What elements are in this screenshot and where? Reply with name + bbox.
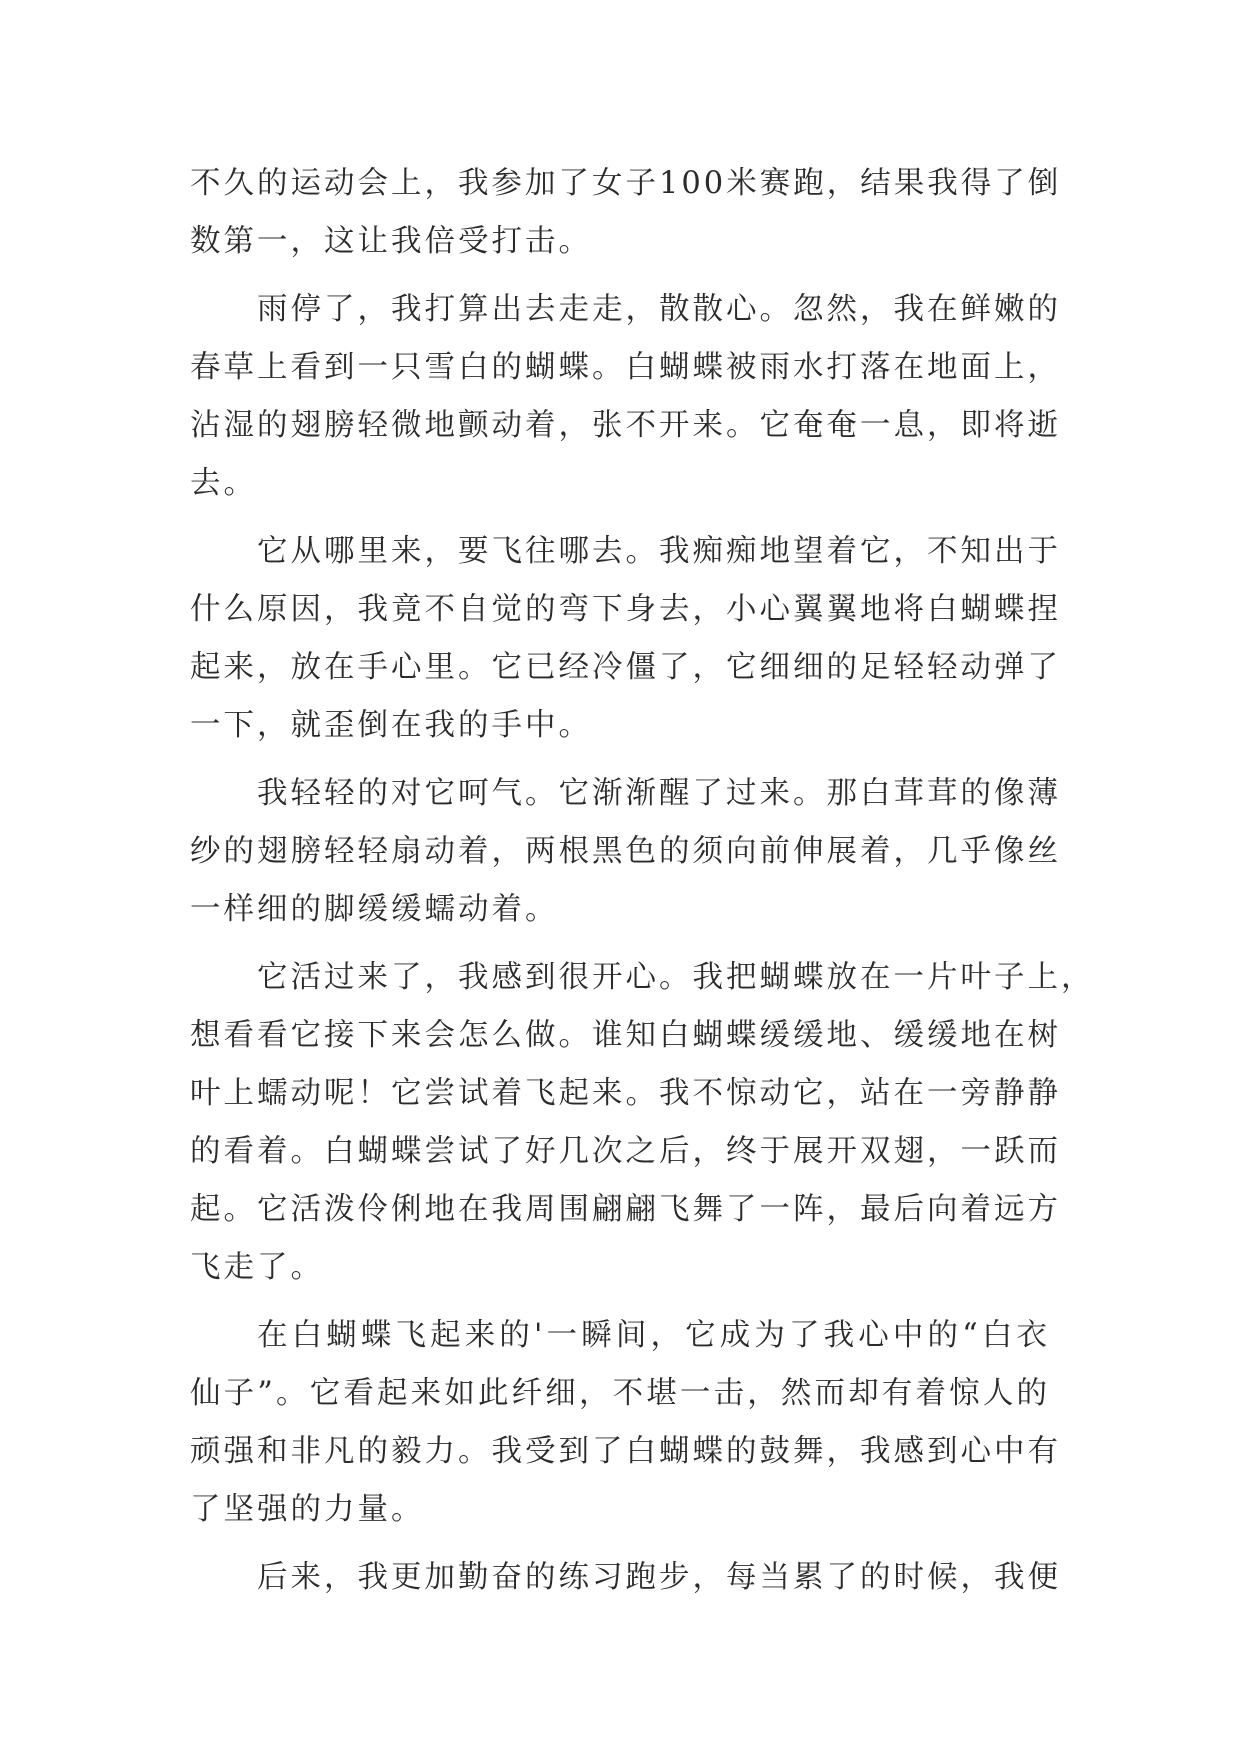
- text-line: 想看看它接下来会怎么做。谁知白蝴蝶缓缓地、缓缓地在树: [190, 1018, 1061, 1053]
- text-line: 仙子”。它看起来如此纤细，不堪一击，然而却有着惊人的: [190, 1376, 1050, 1411]
- text-line: 数第一，这让我倍受打击。: [190, 224, 592, 259]
- text-line: 去。: [190, 466, 257, 501]
- text-line: 了坚强的力量。: [190, 1492, 425, 1527]
- text-line: 不久的运动会上，我参加了女子100米赛跑，结果我得了倒: [190, 166, 1062, 201]
- text-line: 它从哪里来，要飞往哪去。我痴痴地望着它，不知出于: [257, 534, 1061, 569]
- text-line: 纱的翅膀轻轻扇动着，两根黑色的须向前伸展着，几乎像丝: [190, 834, 1061, 869]
- text-line: 顽强和非凡的毅力。我受到了白蝴蝶的鼓舞，我感到心中有: [190, 1434, 1061, 1469]
- text-line: 起。它活泼伶俐地在我周围翩翩飞舞了一阵，最后向着远方: [190, 1192, 1061, 1227]
- text-line: 它活过来了，我感到很开心。我把蝴蝶放在一片叶子上，: [257, 960, 1095, 995]
- text-line: 在白蝴蝶飞起来的'一瞬间，它成为了我心中的“白衣: [257, 1318, 1050, 1353]
- body-text: [190, 155, 1095, 1607]
- text-line: 沾湿的翅膀轻微地颤动着，张不开来。它奄奄一息，即将逝: [190, 408, 1061, 443]
- text-line: 我轻轻的对它呵气。它渐渐醒了过来。那白茸茸的像薄: [257, 776, 1061, 811]
- text-line: 一样细的脚缓缓蠕动着。: [190, 892, 559, 927]
- text-line: 春草上看到一只雪白的蝴蝶。白蝴蝶被雨水打落在地面上，: [190, 350, 1061, 385]
- text-line: 的看着。白蝴蝶尝试了好几次之后，终于展开双翅，一跃而: [190, 1134, 1061, 1169]
- text-line: 一下，就歪倒在我的手中。: [190, 708, 592, 743]
- text-line: 起来，放在手心里。它已经冷僵了，它细细的足轻轻动弹了: [190, 650, 1061, 685]
- text-line: 什么原因，我竟不自觉的弯下身去，小心翼翼地将白蝴蝶捏: [190, 592, 1061, 627]
- text-line: 飞走了。: [190, 1250, 324, 1285]
- text-line: 后来，我更加勤奋的练习跑步，每当累了的时候，我便: [257, 1560, 1061, 1595]
- text-line: 叶上蠕动呢！它尝试着飞起来。我不惊动它，站在一旁静静: [190, 1076, 1061, 1111]
- text-line: 雨停了，我打算出去走走，散散心。忽然，我在鲜嫩的: [257, 292, 1061, 327]
